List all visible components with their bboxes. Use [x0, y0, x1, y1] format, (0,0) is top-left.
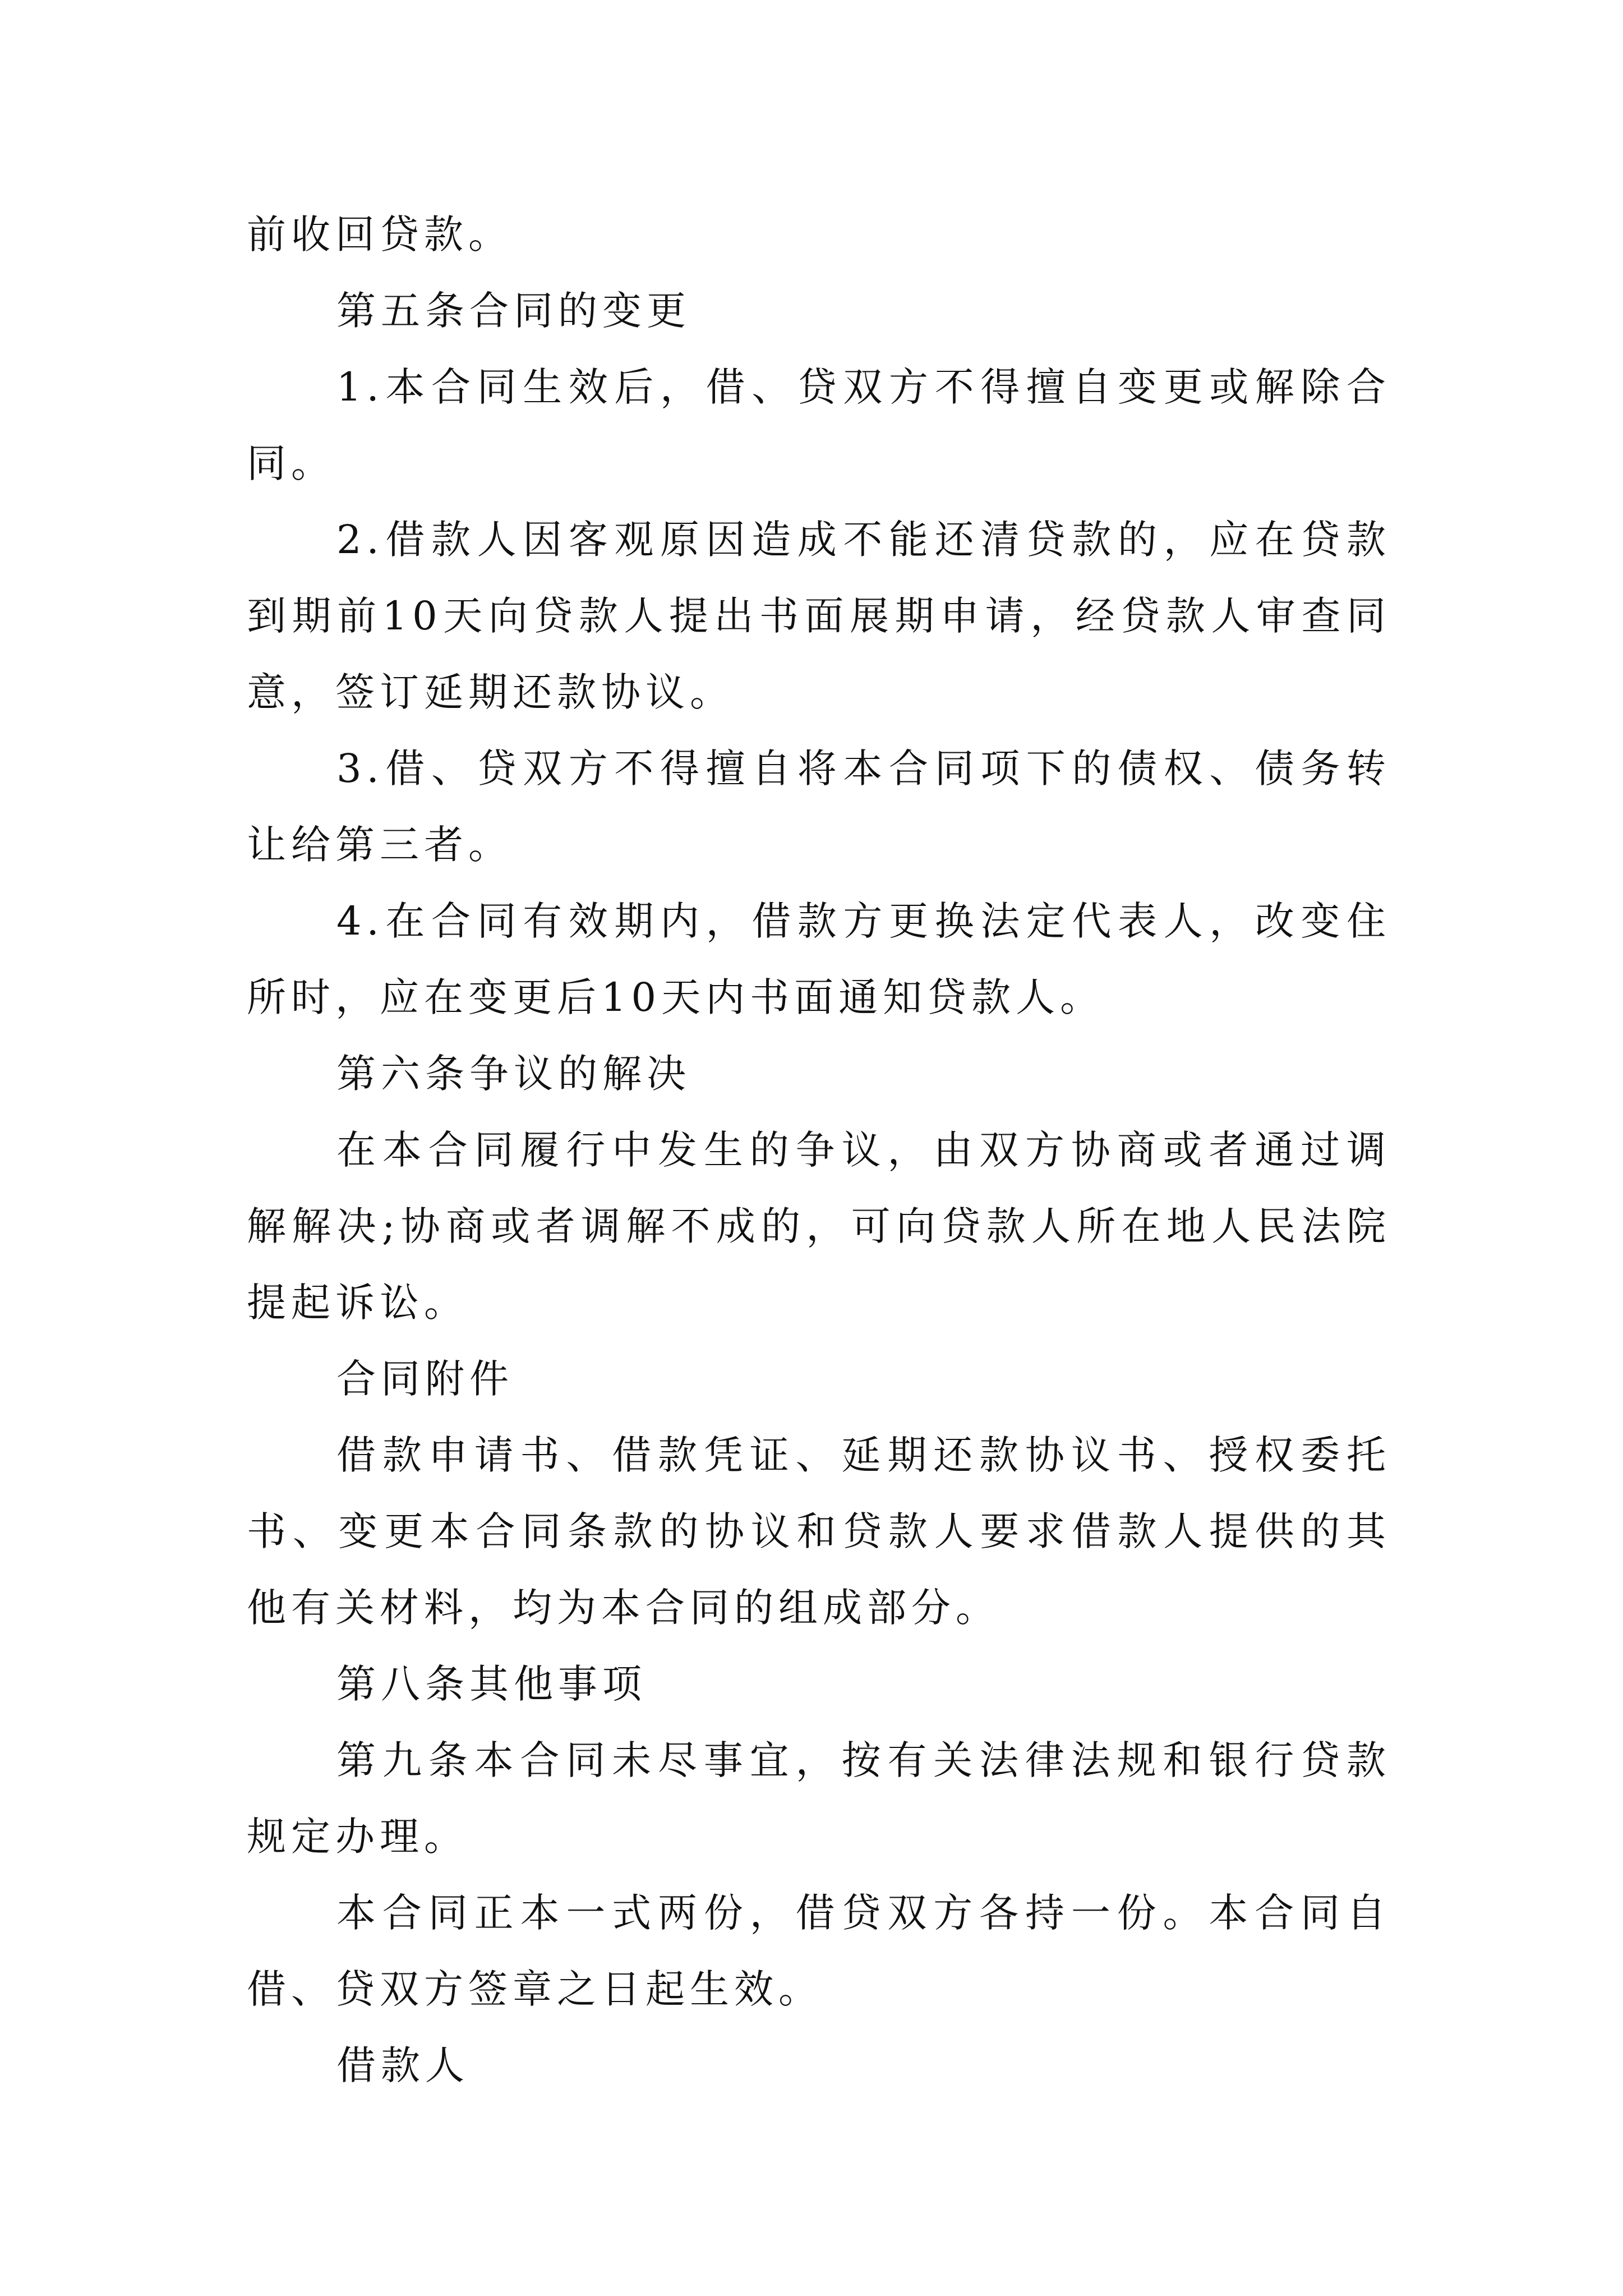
clause-article-9: 第九条本合同未尽事宜，按有关法律法规和银行贷款规定办理。	[247, 1737, 1391, 1860]
heading-attachments: 合同附件	[336, 1356, 514, 1402]
clause-5-3: 3.借、贷双方不得擅自将本合同项下的债权、债务转让给第三者。	[247, 746, 1391, 868]
clause-5-4: 4.在合同有效期内，借款方更换法定代表人，改变住所时，应在变更后10天内书面通知贷款人。	[247, 898, 1391, 1020]
clause-5-1: 1.本合同生效后，借、贷双方不得擅自变更或解除合同。	[247, 364, 1391, 486]
paragraph-continuation: 前收回贷款。	[247, 211, 513, 257]
heading-article-6: 第六条争议的解决	[336, 1051, 691, 1097]
signature-borrower-label: 借款人	[336, 2042, 469, 2088]
clause-6-text: 在本合同履行中发生的争议，由双方协商或者通过调解解决;协商或者调解不成的，可向贷款人所在地人民法院提起诉讼。	[247, 1127, 1391, 1326]
heading-article-8: 第八条其他事项	[336, 1661, 647, 1707]
heading-article-5: 第五条合同的变更	[336, 288, 691, 334]
document-body	[247, 196, 1391, 2104]
clause-copies: 本合同正本一式两份，借贷双方各持一份。本合同自借、贷双方签章之日起生效。	[247, 1890, 1391, 2012]
clause-5-2: 2.借款人因客观原因造成不能还清贷款的，应在贷款到期前10天向贷款人提出书面展期申请，经贷款人审查同意，签订延期还款协议。	[247, 517, 1391, 715]
attachments-text: 借款申请书、借款凭证、延期还款协议书、授权委托书、变更本合同条款的协议和贷款人要求借款人提供的其他有关材料，均为本合同的组成部分。	[247, 1432, 1391, 1631]
